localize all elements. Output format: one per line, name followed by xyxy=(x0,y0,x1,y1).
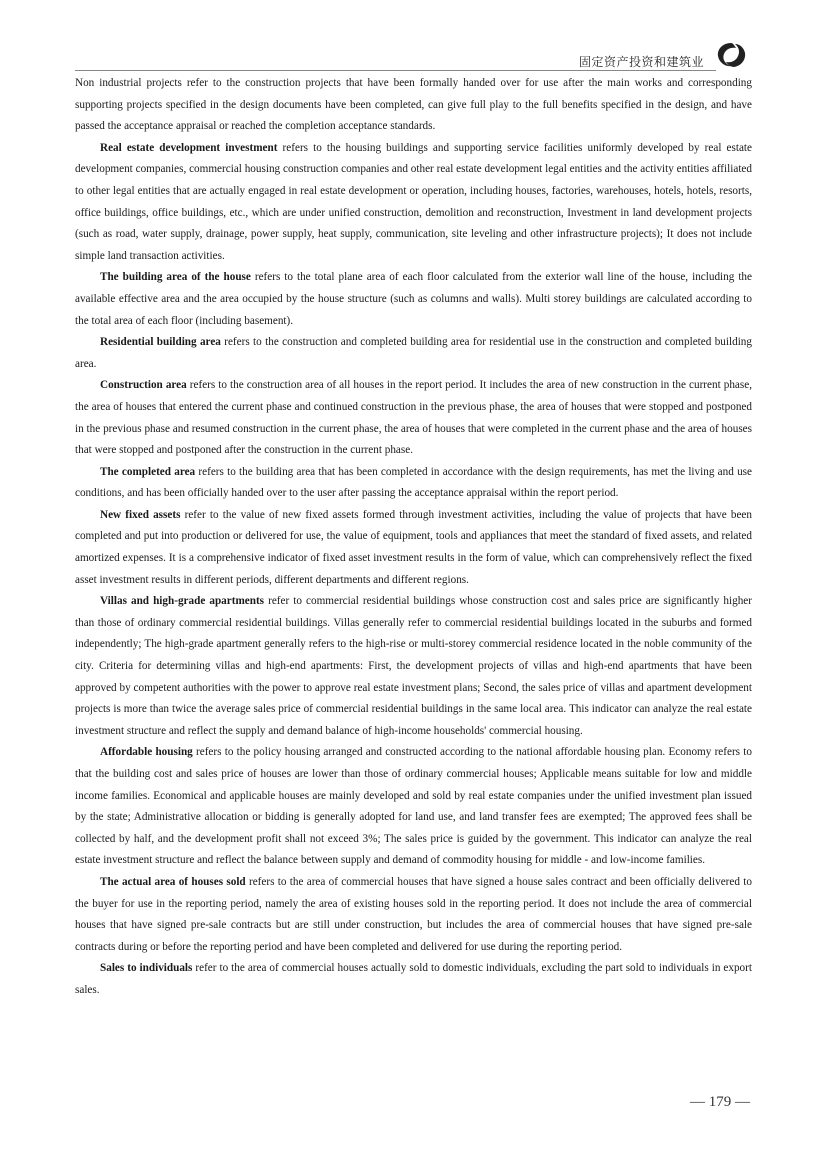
page-number: — 179 — xyxy=(690,1094,750,1110)
term: The building area of the house xyxy=(100,271,251,284)
term: Villas and high-grade apartments xyxy=(100,595,265,608)
term: Real estate development investment xyxy=(100,141,278,154)
paragraph: Affordable housing refers to the policy housing arranged and constructed according to the national affordable housing plan. Economy refers to that the building cost and sales price of houses are lower than those of ordinary commercial houses; Applicable means suitable for low and middle income families. Economical and applicable houses are mainly developed and sold by real estate companies under the unified investment plan issued by the state; Administrative allocation or bidding is generally adopted for land use, and land transfer fees are exempted; The approved fees shall be collected by half, and the development profit shall not exceed 3%; The sales price is guided by the government. This indicator can analyze the real estate investment structure and reflect the balance between supply and demand of commodity housing for middle - and low-income families. xyxy=(75,746,752,867)
paragraph: Sales to individuals refer to the area of commercial houses actually sold to domestic individuals, excluding the part sold to individuals in export sales. xyxy=(75,962,752,996)
header-title: 固定资产投资和建筑业 xyxy=(578,55,704,69)
paragraph: Villas and high-grade apartments refer to commercial residential buildings whose construction cost and sales price are significantly higher than those of ordinary commercial residential buildings. Villas generally refer to commercial residential buildings located in the suburbs and formed independently; The high-grade apartment generally refers to the high-rise or multi-storey commercial residence located in the noble community of the city. Criteria for determining villas and high-end apartments: First, the development projects of villas and high-end apartments that have been approved by competent authorities with the power to approve real estate investment plans; Second, the sales price of villas and apartment development projects is more than twice the average sales price of commercial residential buildings in the same local area. This indicator can analyze the real estate investment structure and reflect the supply and demand balance of high-income households' commercial housing. xyxy=(75,595,752,737)
term: Affordable housing xyxy=(100,746,193,759)
term: Sales to individuals xyxy=(100,962,193,975)
paragraph: Non industrial projects refer to the construction projects that have been formally handed over for use after the main works and corresponding supporting projects specified in the design documents have been completed, can give full play to the full benefits specified in the design, and have passed the acceptance appraisal or reached the completion acceptance standards. xyxy=(75,77,752,133)
circular-swirl-logo-icon xyxy=(714,40,748,70)
term: The actual area of houses sold xyxy=(100,875,246,888)
paragraph: The building area of the house refers to the total plane area of each floor calculated from the exterior wall line of the house, including the available effective area and the area occupied by the house structure (such as columns and walls). Multi storey buildings are calculated according to the total area of each floor (including basement). xyxy=(75,271,752,327)
term: The completed area xyxy=(100,465,196,478)
term: New fixed assets xyxy=(100,508,181,521)
term: Construction area xyxy=(100,379,187,392)
header-rule xyxy=(75,70,716,71)
document-body xyxy=(75,73,752,1002)
paragraph: Construction area refers to the construction area of all houses in the report period. It includes the area of new construction in the current phase, the area of houses that entered the current phase and continued construction in the previous phase, the area of houses that were stopped and postponed in the previous phase and resumed construction in the current phase, the area of houses that were completed in the current phase and the area of houses that were stopped and postponed after the construction in the current phase. xyxy=(75,379,752,457)
page-header xyxy=(75,40,752,72)
paragraph: The actual area of houses sold refers to the area of commercial houses that have signed a house sales contract and been officially delivered to the buyer for use in the reporting period, namely the area of existing houses sold in the reporting period. It does not include the area of commercial houses that have signed pre-sale contracts but are still under construction, but includes the area of commercial houses that have signed pre-sale contracts during or before the reporting period and have been completed and delivered for use during the reporting period. xyxy=(75,875,752,953)
paragraph: The completed area refers to the building area that has been completed in accordance with the design requirements, has met the living and use conditions, and has been officially handed over to the user after passing the acceptance appraisal within the report period. xyxy=(75,465,752,500)
term: Residential building area xyxy=(100,336,221,349)
paragraph: Real estate development investment refers to the housing buildings and supporting service facilities uniformly developed by real estate development companies, commercial housing construction companies and other real estate development legal entities and the activity entities affiliated to other legal entities that are actually engaged in real estate development or operation, including houses, factories, warehouses, hotels, hotels, resorts, office buildings, office buildings, etc., which are under unified construction, demolition and reconstruction, Investment in land development projects (such as road, water supply, drainage, power supply, heat supply, communication, site leveling and other infrastructure projects); It does not include simple land transaction activities. xyxy=(75,141,752,262)
paragraph: New fixed assets refer to the value of new fixed assets formed through investment activities, including the value of projects that have been completed and put into production or delivered for use, the value of equipment, tools and appliances that meet the standard of fixed assets, and related amortized expenses. It is a comprehensive indicator of fixed asset investment results in the form of value, which can comprehensively reflect the fixed asset investment results in different periods, different departments and different regions. xyxy=(75,508,752,586)
paragraph: Residential building area refers to the construction and completed building area for residential use in the construction and completed building area. xyxy=(75,336,752,370)
